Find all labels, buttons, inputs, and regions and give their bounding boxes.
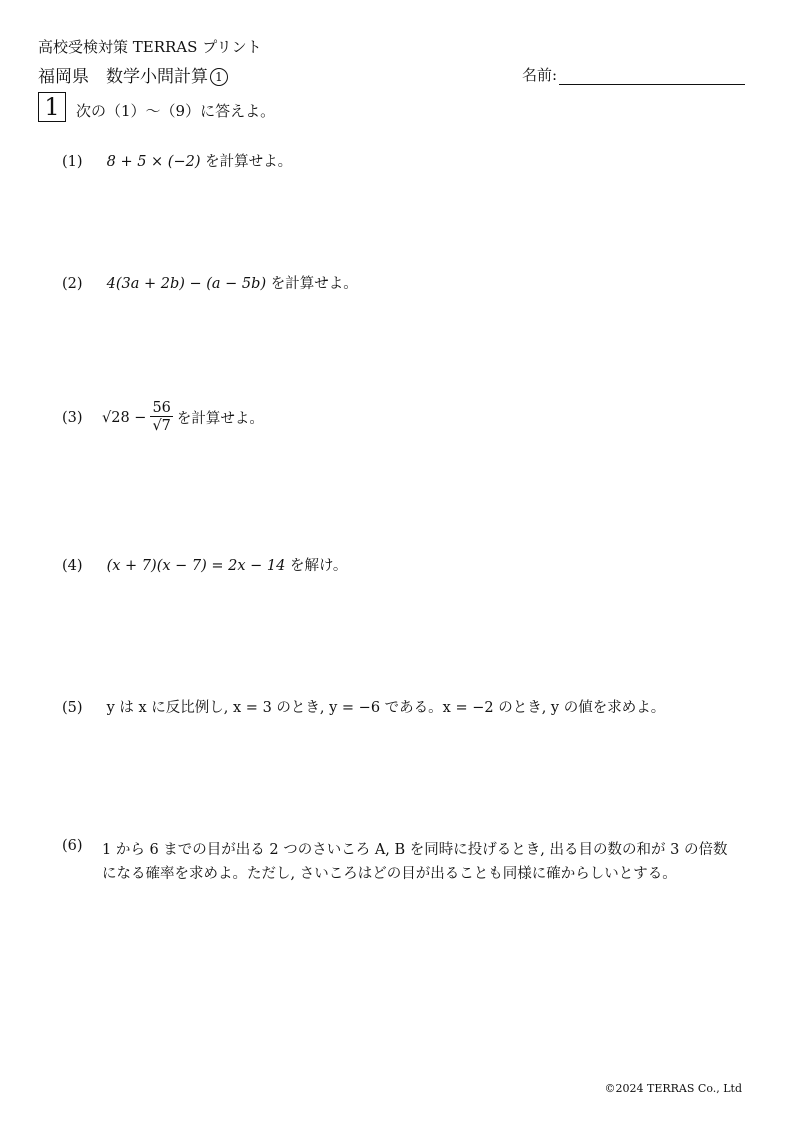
- problem-number: (2): [62, 276, 83, 292]
- section-number-box: 1: [38, 92, 66, 122]
- fraction: [150, 400, 172, 435]
- problem-text: y は x に反比例し, x = 3 のとき, y = −6 である。x = −2 のとき, y の値を求めよ。: [106, 700, 666, 716]
- brand-header: 高校受検対策 TERRAS プリント: [38, 38, 262, 56]
- problem-expression: √28 −: [102, 409, 147, 426]
- problem-instruction: を計算せよ。: [270, 276, 358, 292]
- problem-3: [62, 400, 264, 435]
- title-number-badge: 1: [210, 68, 228, 86]
- name-field: [522, 64, 745, 85]
- problem-1: [62, 150, 292, 171]
- problem-text-line-1: 1 から 6 までの目が出る 2 つのさいころ A, B を同時に投げるとき, 出る目の数の和が 3 の倍数: [102, 842, 728, 858]
- problem-4: [62, 554, 347, 575]
- section-instruction: 次の（1）〜（9）に答えよ。: [76, 102, 276, 120]
- problem-number: (1): [62, 154, 83, 170]
- problem-number: (3): [62, 409, 83, 426]
- problem-instruction: を計算せよ。: [176, 411, 264, 427]
- problem-expression: 8 + 5 × (−2): [106, 154, 201, 170]
- fraction-denominator: √7: [152, 418, 171, 434]
- problem-expression: 4(3a + 2b) − (a − 5b): [106, 276, 267, 292]
- name-label: 名前:: [522, 66, 558, 84]
- name-blank-line: [559, 66, 745, 85]
- problem-2: [62, 272, 358, 293]
- problem-5: [62, 696, 665, 717]
- title-text: 福岡県 数学小問計算: [38, 67, 208, 87]
- copyright-footer: ©2024 TERRAS Co., Ltd: [604, 1082, 742, 1095]
- problem-instruction: を計算せよ。: [205, 154, 293, 170]
- fraction-numerator: 56: [152, 400, 171, 416]
- problem-text-line-2: になる確率を求めよ。ただし, さいころはどの目が出ることも同様に確からしいとする。: [102, 866, 677, 882]
- problem-instruction: を解け。: [289, 558, 348, 574]
- problem-expression: (x + 7)(x − 7) = 2x − 14: [106, 558, 286, 574]
- problem-6: [102, 838, 752, 886]
- worksheet-title: [38, 62, 228, 87]
- problem-6-number: (6): [62, 838, 83, 854]
- problem-number: (4): [62, 558, 83, 574]
- problem-number: (5): [62, 700, 83, 716]
